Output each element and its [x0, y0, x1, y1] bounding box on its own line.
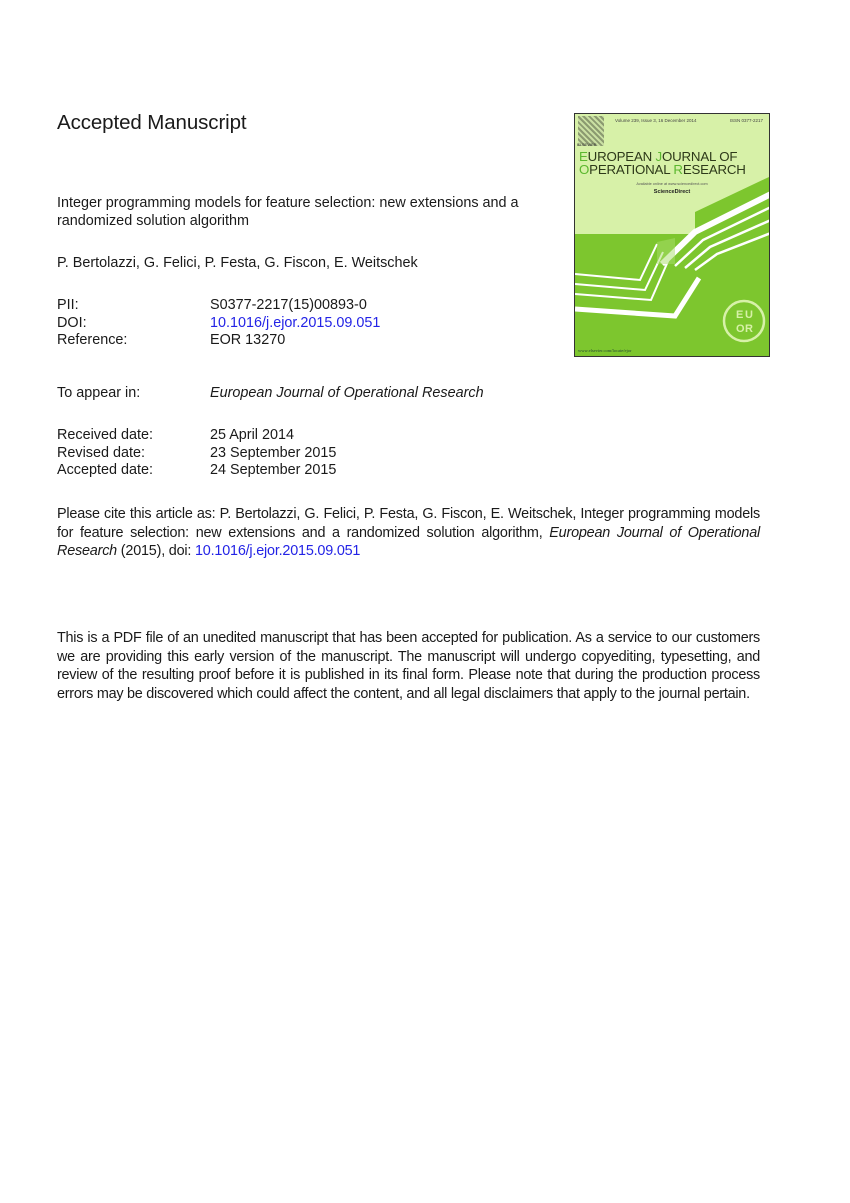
reference-row — [57, 332, 380, 350]
citation-year: (2015), doi: — [117, 543, 195, 559]
doi-row — [57, 315, 380, 333]
citation-journal: European Journal of Operational Research — [57, 524, 760, 559]
svg-text:R: R — [745, 323, 753, 335]
accepted-label: Accepted date: — [57, 462, 154, 478]
revised-row — [57, 445, 336, 463]
journal-cover-image — [574, 113, 770, 357]
disclaimer-paragraph: This is a PDF file of an unedited manuscript that has been accepted for publication. As a service to our customers we are providing this early version of the manuscript. The manuscript will undergo copyediting, typesetting, and review of the resulting proof before it is published in its final form. Please note that during the production process errors may be discovered which could affect the content, and all legal disclaimers that apply to the journal pertain. — [57, 630, 760, 703]
cover-issn: ISSN 0377-2217 — [729, 118, 763, 123]
appear-block — [57, 385, 484, 403]
citation-paragraph — [57, 505, 760, 561]
citation-prefix: Please cite this article as: P. Bertolazzi, G. Felici, P. Festa, G. Fiscon, E. Weitschek, Integer programming models for feature selection: new extensions and a randomized solution algorithm, — [57, 506, 760, 541]
article-authors: P. Bertolazzi, G. Felici, P. Festa, G. Fiscon, E. Weitschek — [57, 255, 418, 271]
cover-sciencedirect: ScienceDirect — [653, 189, 691, 195]
svg-text:U: U — [745, 309, 753, 321]
reference-label: Reference: — [57, 332, 128, 348]
page-heading: Accepted Manuscript — [57, 111, 247, 134]
cover-journal-title: EUROPEAN JOURNAL OF OPERATIONAL RESEARCH — [579, 149, 746, 177]
pii-label: PII: — [57, 297, 79, 313]
svg-text:E: E — [736, 309, 744, 321]
svg-text:O: O — [736, 323, 745, 335]
cover-volume: Volume 239, Issue 3, 16 December 2014 — [615, 118, 697, 123]
article-title: Integer programming models for feature selection: new extensions and a randomized solution algorithm — [57, 195, 519, 229]
doi-label: DOI: — [57, 314, 87, 331]
reference-value: EOR 13270 — [210, 332, 286, 348]
received-row — [57, 427, 336, 445]
journal-name: European Journal of Operational Research — [210, 385, 484, 401]
cover-available-online: Available online at www.sciencedirect.com — [636, 182, 708, 186]
appear-label: To appear in: — [57, 385, 141, 401]
pii-row — [57, 297, 380, 315]
pii-value: S0377-2217(15)00893-0 — [210, 297, 367, 313]
revised-label: Revised date: — [57, 444, 145, 461]
doi-link[interactable]: 10.1016/j.ejor.2015.09.051 — [210, 314, 381, 331]
publisher-name: ELSEVIER — [577, 142, 597, 147]
received-label: Received date: — [57, 427, 153, 443]
identifiers-block — [57, 297, 380, 350]
cover-url: www.elsevier.com/locate/ejor — [578, 348, 632, 353]
dates-block — [57, 427, 336, 480]
received-value: 25 April 2014 — [210, 427, 295, 443]
accepted-value: 24 September 2015 — [210, 462, 337, 478]
citation-doi-link[interactable]: 10.1016/j.ejor.2015.09.051 — [195, 543, 361, 559]
accepted-row — [57, 462, 336, 480]
revised-value: 23 September 2015 — [210, 444, 337, 461]
